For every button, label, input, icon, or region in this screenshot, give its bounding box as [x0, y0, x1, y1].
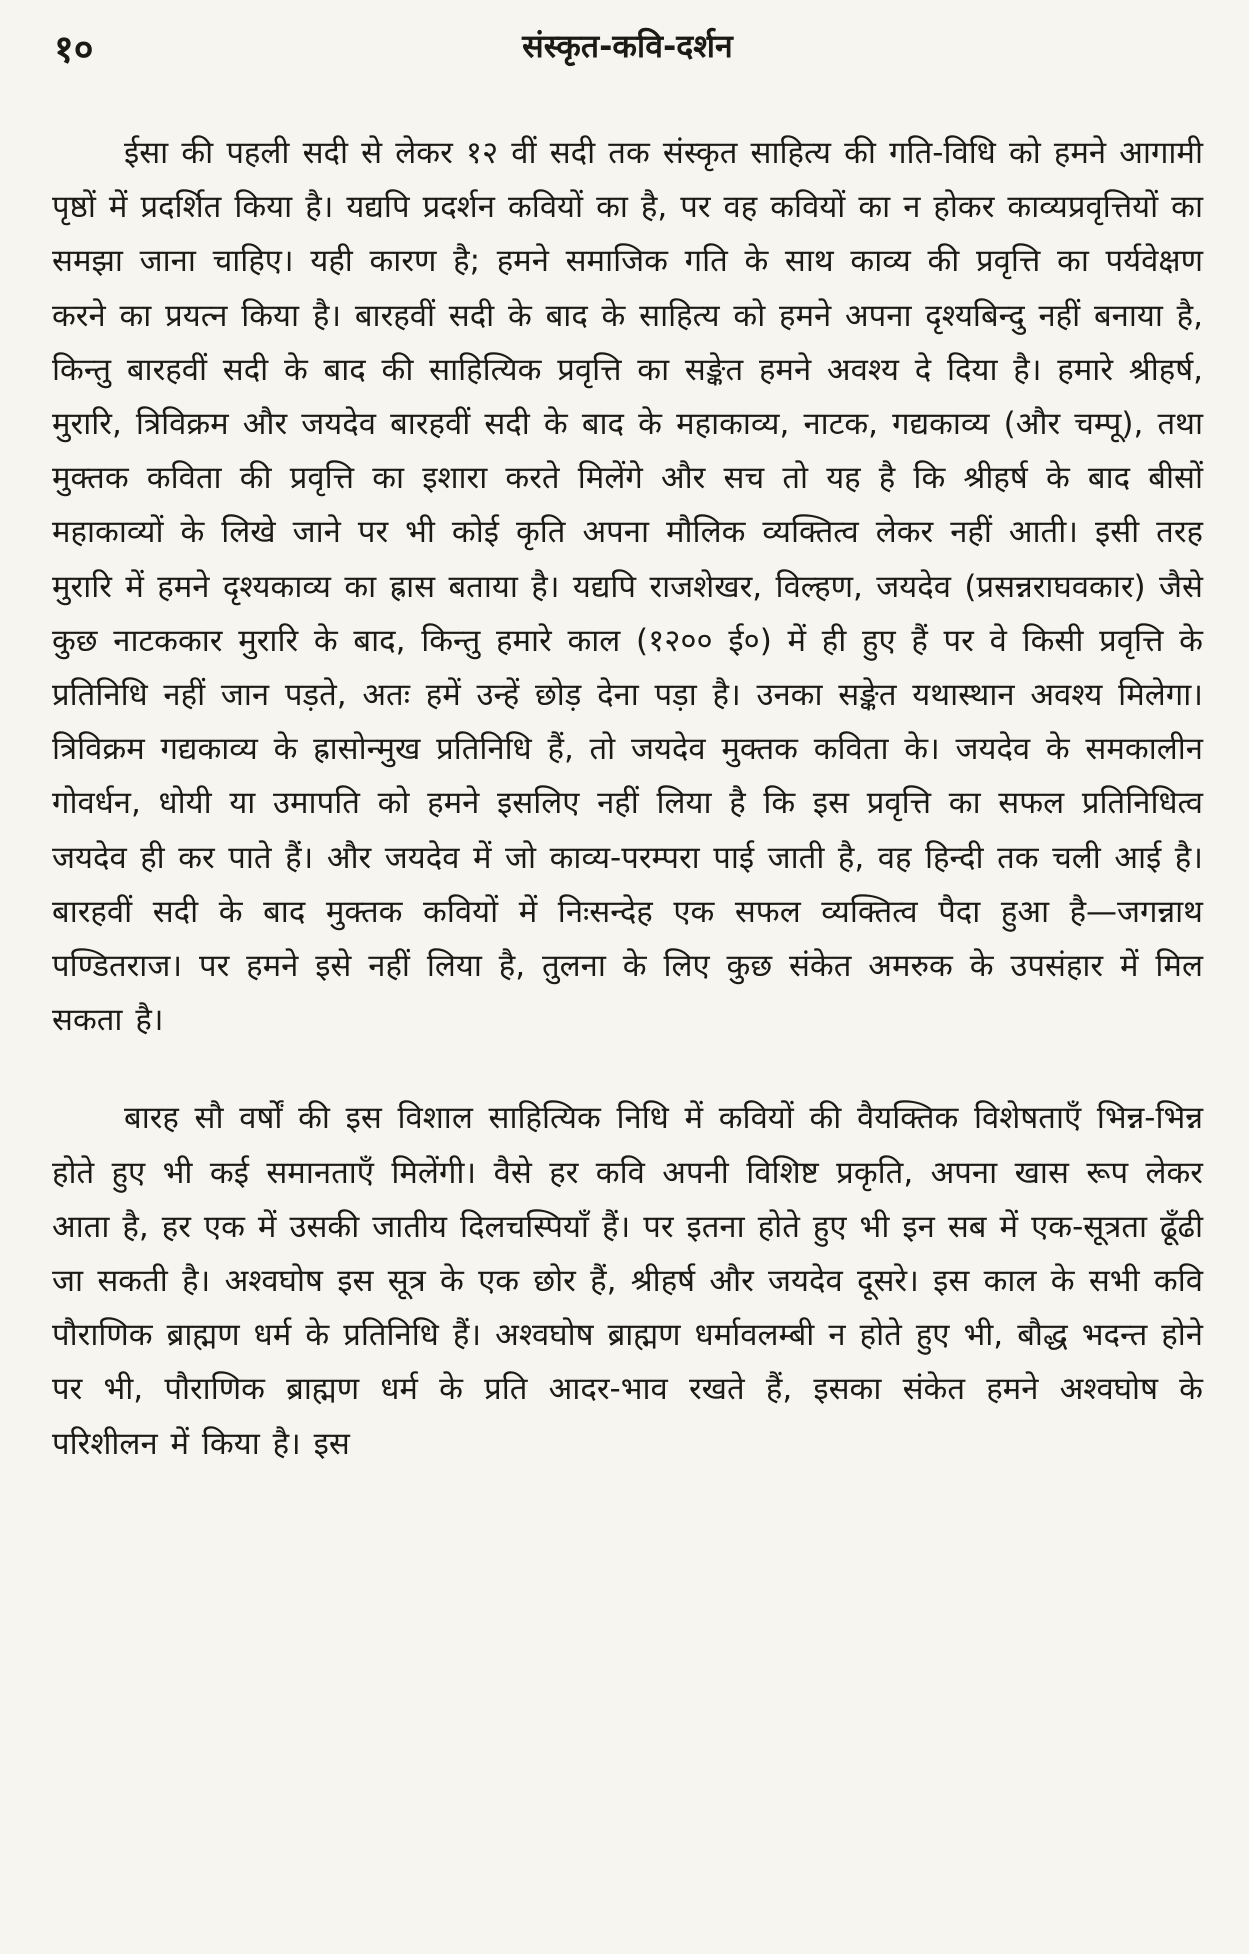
page-number: १०: [54, 27, 94, 71]
body-text: [52, 126, 1203, 1471]
paragraph-1: ईसा की पहली सदी से लेकर १२ वीं सदी तक संस्कृत साहित्य की गति-विधि को हमने आगामी पृष्ठों में प्रदर्शित किया है। यद्यपि प्रदर्शन कवियों का है, पर वह कवियों का न होकर काव्यप्रवृत्तियों का समझा जाना चाहिए। यही कारण है; हमने समाजिक गति के साथ काव्य की प्रवृत्ति का पर्यवेक्षण करने का प्रयत्न किया है। बारहवीं सदी के बाद के साहित्य को हमने अपना दृश्यबिन्दु नहीं बनाया है, किन्तु बारहवीं सदी के बाद की साहित्यिक प्रवृत्ति का सङ्केत हमने अवश्य दे दिया है। हमारे श्रीहर्ष, मुरारि, त्रिविक्रम और जयदेव बारहवीं सदी के बाद के महाकाव्य, नाटक, गद्यकाव्य (और चम्पू), तथा मुक्तक कविता की प्रवृत्ति का इशारा करते मिलेंगे और सच तो यह है कि श्रीहर्ष के बाद बीसों महाकाव्यों के लिखे जाने पर भी कोई कृति अपना मौलिक व्यक्तित्व लेकर नहीं आती। इसी तरह मुरारि में हमने दृश्यकाव्य का ह्रास बताया है। यद्यपि राजशेखर, विल्हण, जयदेव (प्रसन्नराघवकार) जैसे कुछ नाटककार मुरारि के बाद, किन्तु हमारे काल (१२०० ई०) में ही हुए हैं पर वे किसी प्रवृत्ति के प्रतिनिधि नहीं जान पड़ते, अतः हमें उन्हें छोड़ देना पड़ा है। उनका सङ्केत यथास्थान अवश्य मिलेगा। त्रिविक्रम गद्यकाव्य के ह्रासोन्मुख प्रतिनिधि हैं, तो जयदेव मुक्तक कविता के। जयदेव के समकालीन गोवर्धन, धोयी या उमापति को हमने इसलिए नहीं लिया है कि इस प्रवृत्ति का सफल प्रतिनिधित्व जयदेव ही कर पाते हैं। और जयदेव में जो काव्य-परम्परा पाई जाती है, वह हिन्दी तक चली आई है। बारहवीं सदी के बाद मुक्तक कवियों में निःसन्देह एक सफल व्यक्तित्व पैदा हुआ है—जगन्नाथ पण्डितराज। पर हमने इसे नहीं लिया है, तुलना के लिए कुछ संकेत अमरुक के उपसंहार में मिल सकता है।: [52, 135, 1203, 1039]
paragraph-2: बारह सौ वर्षों की इस विशाल साहित्यिक निधि में कवियों की वैयक्तिक विशेषताएँ भिन्न-भिन्न होते हुए भी कई समानताएँ मिलेंगी। वैसे हर कवि अपनी विशिष्ट प्रकृति, अपना खास रूप लेकर आता है, हर एक में उसकी जातीय दिलचस्पियाँ हैं। पर इतना होते हुए भी इन सब में एक-सूत्रता ढूँढी जा सकती है। अश्वघोष इस सूत्र के एक छोर हैं, श्रीहर्ष और जयदेव दूसरे। इस काल के सभी कवि पौराणिक ब्राह्मण धर्म के प्रतिनिधि हैं। अश्वघोष ब्राह्मण धर्मावलम्बी न होते हुए भी, बौद्ध भदन्त होने पर भी, पौराणिक ब्राह्मण धर्म के प्रति आदर-भाव रखते हैं, इसका संकेत हमने अश्वघोष के परिशीलन में किया है। इस: [52, 1100, 1203, 1462]
running-title: संस्कृत-कवि-दर्शन: [522, 27, 733, 65]
page-header: [52, 18, 1203, 78]
